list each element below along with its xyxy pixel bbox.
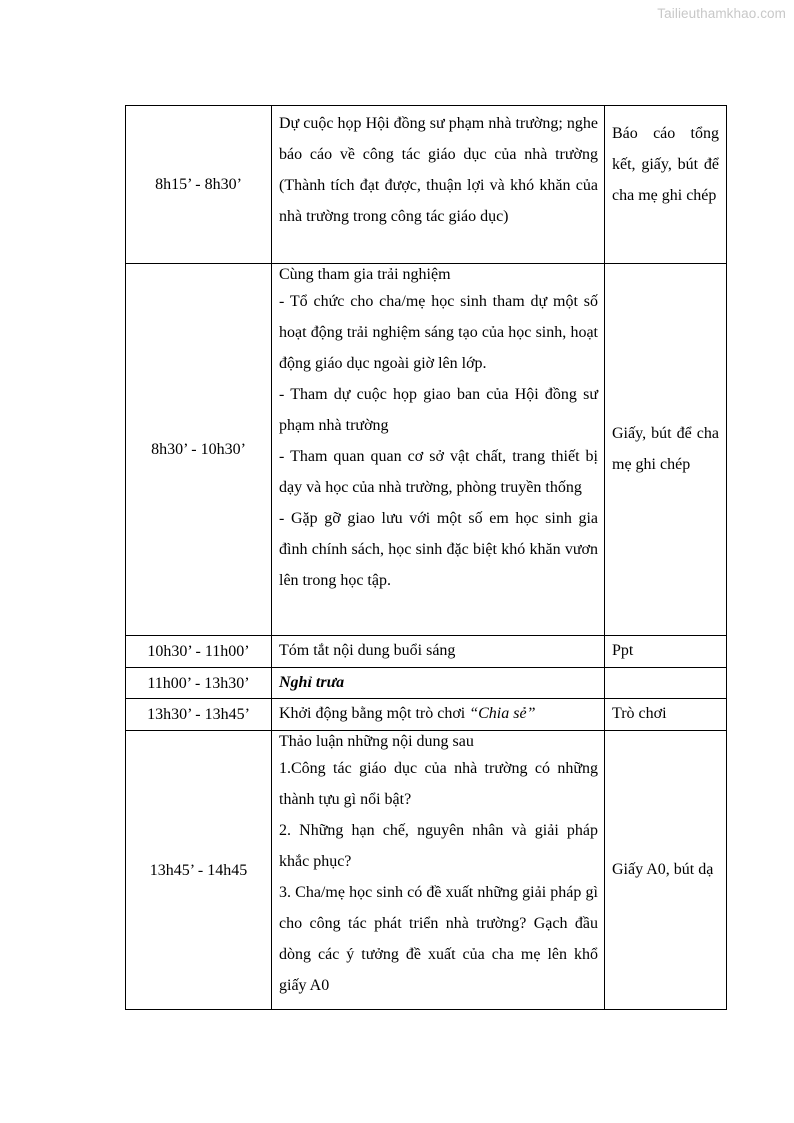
activity-cell <box>272 731 605 1010</box>
time-text: 13h30’ - 13h45’ <box>147 706 250 723</box>
schedule-table <box>125 105 727 1010</box>
time-cell <box>126 731 272 1010</box>
table-row <box>126 731 727 1010</box>
time-cell <box>126 106 272 264</box>
materials-text: Giấy, bút để cha mẹ ghi chép <box>612 424 719 473</box>
activity-heading: Cùng tham gia trải nghiệm <box>279 266 451 283</box>
activity-bullet: - Tham dự cuộc họp giao ban của Hội đồng sư phạm nhà trường <box>279 386 598 434</box>
table-row <box>126 106 727 264</box>
activity-item: 1.Công tác giáo dục của nhà trường có những thành tựu gì nổi bật? <box>279 760 598 808</box>
time-text: 11h00’ - 13h30’ <box>147 675 250 692</box>
activity-text: Dự cuộc họp Hội đồng sư phạm nhà trường; nghe báo cáo về công tác giáo dục của nhà trường (Thành tích đạt được, thuận lợi và khó khăn của nhà trường trong công tác giáo dục) <box>279 115 598 225</box>
materials-text: Giấy A0, bút dạ <box>612 860 714 878</box>
materials-cell <box>605 699 727 731</box>
activity-cell <box>272 264 605 636</box>
activity-cell <box>272 636 605 668</box>
activity-bullet: - Tổ chức cho cha/mẹ học sinh tham dự một số hoạt động trải nghiệm sáng tạo của học sinh, hoạt động giáo dục ngoài giờ lên lớp. <box>279 293 598 372</box>
activity-cell <box>272 668 605 699</box>
activity-prefix: Khởi động bằng một trò chơi <box>279 705 470 722</box>
table-row <box>126 699 727 731</box>
materials-cell <box>605 106 727 264</box>
time-cell <box>126 264 272 636</box>
activity-cell <box>272 106 605 264</box>
materials-cell <box>605 731 727 1010</box>
materials-text: Ppt <box>612 642 634 659</box>
activity-text: Nghỉ trưa <box>279 674 345 691</box>
materials-cell <box>605 264 727 636</box>
activity-heading: Thảo luận những nội dung sau <box>279 733 474 750</box>
materials-cell <box>605 668 727 699</box>
time-text: 10h30’ - 11h00’ <box>147 643 250 660</box>
time-cell <box>126 668 272 699</box>
materials-cell <box>605 636 727 668</box>
activity-item: 2. Những hạn chế, nguyên nhân và giải pháp khắc phục? <box>279 822 598 870</box>
game-name: “Chia sẻ” <box>469 705 536 722</box>
activity-text: Tóm tắt nội dung buổi sáng <box>279 642 456 659</box>
watermark: Tailieuthamkhao.com <box>657 6 786 21</box>
activity-cell <box>272 699 605 731</box>
time-cell <box>126 636 272 668</box>
time-text: 8h15’ - 8h30’ <box>155 176 242 193</box>
activity-text <box>272 699 604 729</box>
activity-bullet: - Tham quan quan cơ sở vật chất, trang thiết bị dạy và học của nhà trường, phòng truyền thống <box>279 448 598 496</box>
time-text: 8h30’ - 10h30’ <box>151 441 246 458</box>
materials-text <box>605 668 726 679</box>
time-cell <box>126 699 272 731</box>
materials-text: Trò chơi <box>612 705 667 722</box>
activity-bullet: - Gặp gỡ giao lưu với một số em học sinh gia đình chính sách, học sinh đặc biệt khó khăn vươn lên trong học tập. <box>279 510 598 589</box>
table-row <box>126 668 727 699</box>
materials-text: Báo cáo tổng kết, giấy, bút để cha mẹ ghi chép <box>612 125 719 204</box>
activity-item: 3. Cha/mẹ học sinh có đề xuất những giải pháp gì cho công tác phát triển nhà trường? Gạch đầu dòng các ý tưởng đề xuất của cha mẹ lên khổ giấy A0 <box>279 884 598 994</box>
table-row <box>126 264 727 636</box>
table-row <box>126 636 727 668</box>
time-text: 13h45’ - 14h45 <box>149 861 248 879</box>
